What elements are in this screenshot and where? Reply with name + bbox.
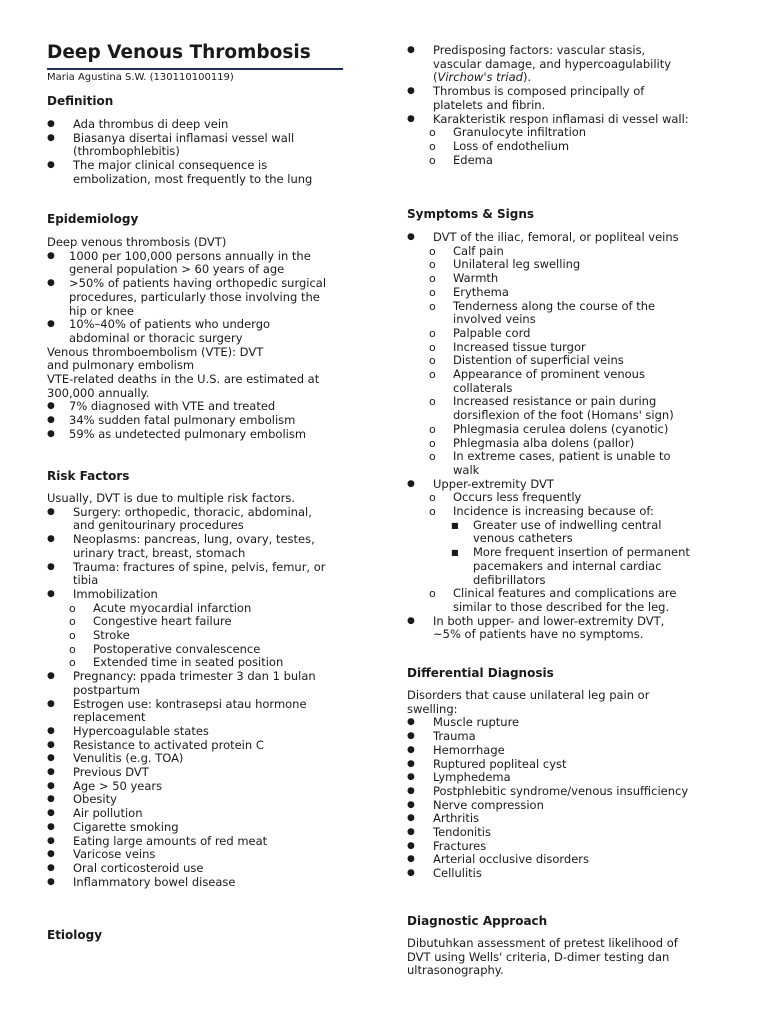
risk-factors-intro: Usually, DVT is due to multiple risk factors. [47, 491, 295, 505]
list-item: ● Fractures [407, 838, 487, 853]
bullet-icon: ● [47, 808, 55, 819]
circle-marker-icon: o [429, 126, 436, 140]
sub-list-item: o Granulocyte infiltration [429, 125, 587, 140]
page-title: Deep Venous Thrombosis [47, 42, 343, 70]
list-item: ● Trauma: fractures of spine, pelvis, femur, or tibia [47, 559, 326, 588]
bullet-icon: ● [47, 671, 55, 682]
virchow-triad-text: Virchow's triad [437, 70, 523, 85]
bullet-icon: ● [47, 821, 55, 832]
circle-marker-icon: o [429, 505, 436, 519]
bullet-icon: ● [47, 561, 55, 572]
bullet-icon: ● [407, 785, 415, 796]
bullet-icon: ● [47, 767, 55, 778]
sub-list-item: o Increased tissue turgor [429, 339, 586, 354]
list-item: ● Venulitis (e.g. TOA) [47, 751, 184, 766]
list-item: ● Arthritis [407, 811, 480, 826]
list-item: ● 7% diagnosed with VTE and treated [47, 399, 276, 414]
list-item: ● Cigarette smoking [47, 819, 179, 834]
sub-list-item: o Unilateral leg swelling [429, 257, 581, 272]
risk-factors-heading: Risk Factors [47, 469, 130, 483]
epidemiology-heading: Epidemiology [47, 212, 139, 226]
bullet-icon: ● [47, 753, 55, 764]
list-item: ● Predisposing factors: vascular stasis, vascular damage, and hypercoagulability (Virchow's triad). [407, 43, 672, 85]
circle-marker-icon: o [429, 491, 436, 505]
sub-list-item: o Warmth [429, 271, 499, 286]
bullet-icon: ● [47, 401, 55, 412]
list-item: ● Tendonitis [407, 825, 491, 840]
circle-marker-icon: o [429, 340, 436, 354]
circle-marker-icon: o [429, 258, 436, 272]
bullet-icon: ● [47, 780, 55, 791]
bullet-icon: ● [407, 744, 415, 755]
list-item: ● Obesity [47, 792, 117, 807]
bullet-icon: ● [407, 86, 415, 97]
symptoms-heading: Symptoms & Signs [407, 207, 535, 221]
list-item: ● Eating large amounts of red meat [47, 833, 268, 848]
list-item: ● 1000 per 100,000 persons annually in the general population > 60 years of age [47, 248, 311, 277]
circle-marker-icon: o [69, 615, 76, 629]
sub-list-item: o Distention of superficial veins [429, 353, 624, 368]
bullet-icon: ● [407, 840, 415, 851]
sub-list-item: o Clinical features and complications are similar to those described for the leg. [429, 586, 677, 614]
list-item: ● DVT of the iliac, femoral, or popliteal veins [407, 230, 679, 244]
circle-marker-icon: o [429, 368, 436, 382]
circle-marker-icon: o [69, 656, 76, 670]
list-item: ● Neoplasms: pancreas, lung, ovary, testes, urinary tract, breast, stomach [47, 532, 315, 560]
bullet-icon: ● [47, 534, 55, 545]
list-item: ● Oral corticosteroid use [47, 860, 204, 875]
list-item: ● Upper-extremity DVT [407, 476, 554, 491]
circle-marker-icon: o [429, 354, 436, 368]
list-item: ● Age > 50 years [47, 778, 163, 793]
bullet-icon: ● [407, 813, 415, 824]
bullet-icon: ● [407, 827, 415, 838]
symptoms-block [407, 231, 692, 642]
sub-sub-list-item: ■ Greater use of indwelling central venous catheters [451, 517, 662, 546]
bullet-icon: ● [47, 862, 55, 873]
list-item: ● 34% sudden fatal pulmonary embolism [47, 413, 296, 428]
list-item: ● Immobilization [47, 586, 158, 601]
definition-heading: Definition [47, 94, 114, 108]
diagnostic-text: Dibutuhkan assessment of pretest likelihood of DVT using Wells' criteria, D-dimer testing dan ultrasonography. [407, 936, 678, 978]
list-item: ● Thrombus is composed principally of platelets and fibrin. [407, 84, 645, 112]
circle-marker-icon: o [69, 629, 76, 643]
bullet-icon: ● [47, 119, 55, 129]
square-marker-icon: ■ [451, 548, 459, 558]
circle-marker-icon: o [429, 299, 436, 313]
circle-marker-icon: o [429, 450, 436, 464]
list-item: ● In both upper- and lower-extremity DVT, ~5% of patients have no symptoms. [407, 613, 665, 642]
circle-marker-icon: o [429, 436, 436, 450]
sub-list-item: o Phlegmasia alba dolens (pallor) [429, 435, 635, 450]
bullet-icon: ● [407, 717, 415, 728]
circle-marker-icon: o [69, 601, 76, 615]
bullet-icon: ● [407, 615, 415, 626]
bullet-icon: ● [47, 794, 55, 805]
differential-heading: Differential Diagnosis [407, 666, 554, 680]
bullet-icon: ● [47, 160, 55, 171]
circle-marker-icon: o [429, 153, 436, 167]
sub-list-item: o Congestive heart failure [69, 614, 232, 629]
circle-marker-icon: o [429, 272, 436, 286]
list-item: ● Nerve compression [407, 797, 544, 812]
bullet-icon: ● [407, 478, 415, 489]
author-line: Maria Agustina S.W. (130110100119) [47, 72, 234, 83]
list-item: ● Postphlebitic syndrome/venous insufficiency [407, 783, 689, 798]
diagnostic-block [407, 937, 692, 978]
bullet-icon: ● [47, 698, 55, 709]
circle-marker-icon: o [429, 422, 436, 436]
bullet-icon: ● [47, 250, 55, 261]
list-item: ● Trauma [407, 729, 476, 744]
list-item: ● Previous DVT [47, 765, 149, 780]
epidemiology-intro: Deep venous thrombosis (DVT) [47, 235, 227, 249]
list-item: ● >50% of patients having orthopedic surgical procedures, particularly those involving the hip or knee [47, 276, 327, 318]
bullet-icon: ● [47, 835, 55, 846]
list-item: ● Cellulitis [407, 866, 482, 881]
list-item: ● Karakteristik respon inflamasi di vessel wall: [407, 111, 689, 126]
differential-block [407, 689, 697, 881]
list-item: ● Arterial occlusive disorders [407, 852, 590, 867]
list-item: ● The major clinical consequence is embolization, most frequently to the lung [47, 158, 313, 186]
sub-list-item: o Appearance of prominent venous collaterals [429, 367, 645, 395]
bullet-icon: ● [407, 854, 415, 865]
epidemiology-block [47, 236, 332, 442]
bullet-icon: ● [407, 799, 415, 810]
list-item: ● Inflammatory bowel disease [47, 874, 236, 889]
etiology-block [407, 44, 692, 167]
etiology-heading: Etiology [47, 928, 103, 942]
bullet-icon: ● [407, 758, 415, 769]
sub-list-item: o Phlegmasia cerulea dolens (cyanotic) [429, 421, 669, 436]
bullet-icon: ● [407, 772, 415, 783]
circle-marker-icon: o [69, 642, 76, 656]
sub-list-item: o Stroke [69, 628, 130, 643]
circle-marker-icon: o [429, 587, 436, 601]
list-item: ● Varicose veins [47, 847, 156, 862]
list-item: ● Hypercoagulable states [47, 723, 209, 738]
list-item: ● 10%–40% of patients who undergo abdominal or thoracic surgery [47, 317, 271, 345]
square-marker-icon: ■ [451, 520, 459, 530]
sub-list-item: o Palpable cord [429, 325, 531, 340]
risk-factors-block [47, 492, 332, 889]
sub-list-item: o Erythema [429, 284, 509, 299]
bullet-icon: ● [47, 278, 55, 289]
circle-marker-icon: o [429, 395, 436, 409]
list-item: ● Surgery: orthopedic, thoracic, abdominal, and genitourinary procedures [47, 504, 312, 533]
bullet-icon: ● [407, 731, 415, 742]
bullet-icon: ● [47, 415, 55, 426]
vte-line: Venous thromboembolism (VTE): DVT and pulmonary embolism [47, 344, 264, 373]
circle-marker-icon: o [429, 326, 436, 340]
bullet-icon: ● [47, 739, 55, 750]
sub-list-item: o Postoperative convalescence [69, 641, 261, 656]
sub-list-item: o Extended time in seated position [69, 655, 284, 670]
sub-list-item: o Acute myocardial infarction [69, 600, 252, 615]
sub-list-item: o Loss of endothelium [429, 138, 570, 153]
bullet-icon: ● [407, 113, 415, 124]
list-item: ● Pregnancy: ppada trimester 3 dan 1 bulan postpartum [47, 669, 316, 697]
sub-list-item: o Edema [429, 152, 493, 167]
list-item: ● 59% as undetected pulmonary embolism [47, 426, 307, 441]
circle-marker-icon: o [429, 285, 436, 299]
list-item: ● Biasanya disertai inflamasi vessel wall (thrombophlebitis) [47, 130, 295, 159]
sub-list-item: o Tenderness along the course of the involved veins [429, 298, 656, 327]
list-item: ● Air pollution [47, 806, 143, 821]
bullet-icon: ● [47, 876, 55, 887]
definition-list [47, 118, 337, 187]
bullet-icon: ● [47, 588, 55, 599]
sub-list-item: o Increased resistance or pain during dorsiflexion of the foot (Homans' sign) [429, 394, 674, 423]
sub-list-item: o Occurs less frequently [429, 490, 582, 505]
bullet-icon: ● [47, 132, 55, 143]
list-item: ● Muscle rupture [407, 715, 520, 730]
list-item: ● Resistance to activated protein C [47, 737, 264, 752]
sub-sub-list-item: ■ More frequent insertion of permanent pacemakers and internal cardiac defibrillators [451, 545, 690, 587]
bullet-icon: ● [407, 868, 415, 879]
bullet-icon: ● [47, 849, 55, 860]
bullet-icon: ● [407, 45, 415, 55]
bullet-icon: ● [47, 506, 55, 517]
list-item: ● Hemorrhage [407, 742, 505, 757]
sub-list-item: o Incidence is increasing because of: [429, 504, 654, 519]
bullet-icon: ● [47, 319, 55, 330]
list-item: ● Estrogen use: kontrasepsi atau hormone replacement [47, 696, 307, 725]
bullet-icon: ● [47, 725, 55, 736]
list-item: ● Ada thrombus di deep vein [47, 117, 229, 131]
list-item: ● Lymphedema [407, 770, 511, 785]
bullet-icon: ● [47, 428, 55, 439]
list-item: ● Ruptured popliteal cyst [407, 756, 567, 771]
differential-intro: Disorders that cause unilateral leg pain or swelling: [407, 688, 650, 716]
circle-marker-icon: o [429, 139, 436, 153]
sub-list-item: o Calf pain [429, 243, 504, 258]
deaths-line: VTE-related deaths in the U.S. are estimated at 300,000 annually. [47, 372, 320, 400]
diagnostic-heading: Diagnostic Approach [407, 914, 548, 928]
bullet-icon: ● [407, 232, 415, 242]
sub-list-item: o In extreme cases, patient is unable to walk [429, 449, 671, 477]
circle-marker-icon: o [429, 244, 436, 258]
